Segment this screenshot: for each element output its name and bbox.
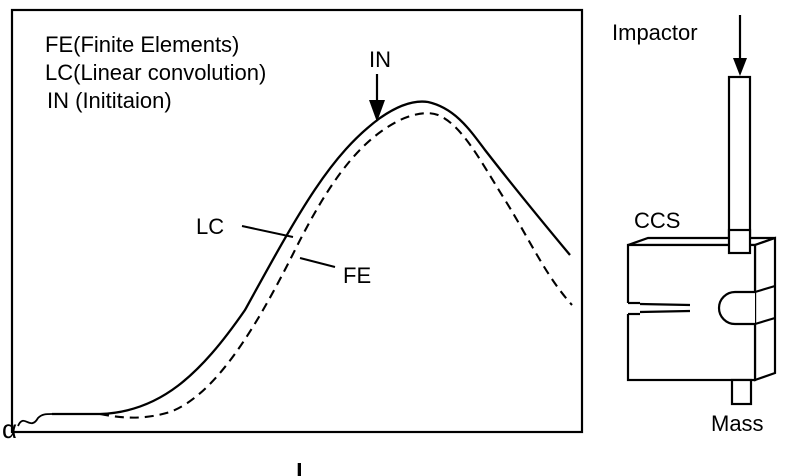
origin-wiggle <box>18 414 52 426</box>
marker-in-arrowhead <box>369 100 385 122</box>
marker-in-label: IN <box>369 47 391 72</box>
curve-lc-label: LC <box>196 214 225 239</box>
legend-in: IN (Inititaion) <box>47 88 172 113</box>
mass-rod <box>732 380 751 404</box>
impactor-arrowhead <box>733 58 747 76</box>
ccs-label: CCS <box>634 208 681 233</box>
legend-fe: FE(Finite Elements) <box>45 32 240 57</box>
legend-lc: LC(Linear convolution) <box>45 60 267 85</box>
origin-label: α <box>2 414 18 444</box>
curve-fe <box>100 113 572 417</box>
curve-lc <box>52 102 570 414</box>
impactor-label: Impactor <box>612 20 698 45</box>
mass-label: Mass <box>711 411 764 436</box>
impactor-rod-tip <box>729 230 750 253</box>
curve-lc-leader <box>242 226 293 237</box>
bottom-caption-fragment: ı <box>296 455 303 476</box>
curve-fe-label: FE <box>343 263 372 288</box>
impactor-rod <box>729 77 750 253</box>
curve-fe-leader <box>300 258 335 267</box>
